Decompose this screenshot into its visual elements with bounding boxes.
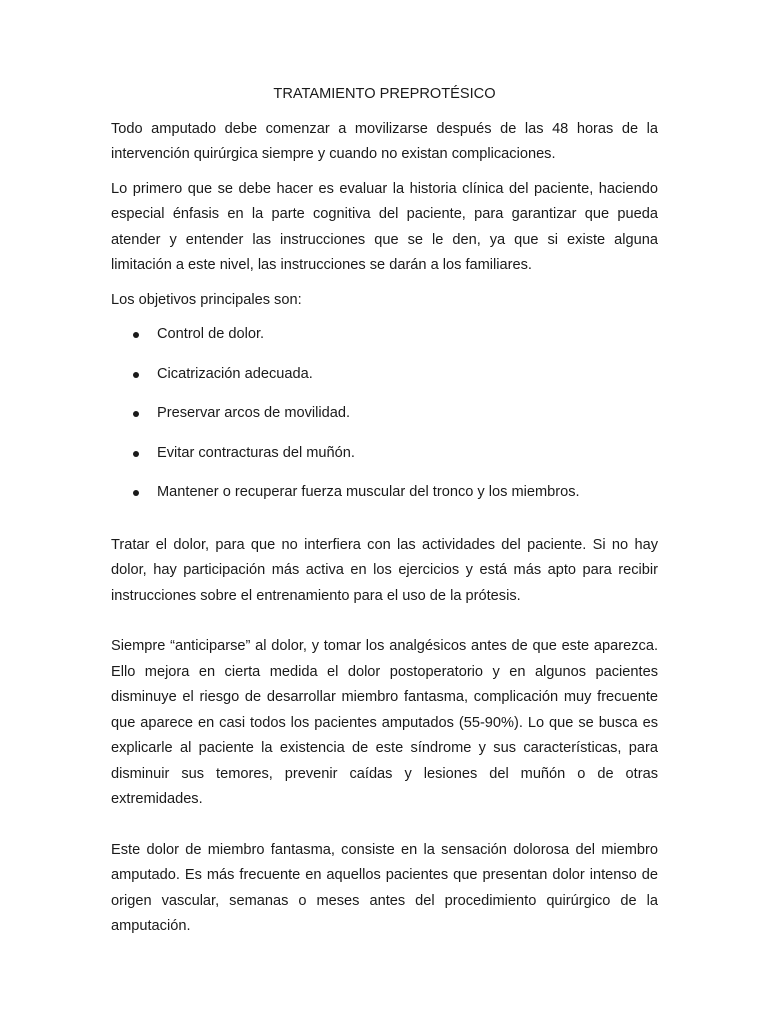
list-item-text: Cicatrización adecuada. — [157, 365, 313, 382]
paragraph-evaluation: Lo primero que se debe hacer es evaluar la historia clínica del paciente, haciendo especial énfasis en la parte cognitiva del paciente, para garantizar que pueda atender y entender las instrucciones que se le den, ya que si existe alguna limitación a este nivel, las instrucciones se darán a los familiares. — [111, 180, 658, 273]
bullet-icon — [133, 490, 139, 496]
paragraph-pain-treatment: Tratar el dolor, para que no interfiera con las actividades del paciente. Si no hay dolor, hay participación más activa en los ejercicios y está más apto para recibir instrucciones sobre el entrenamiento para el uso de la prótesis. — [111, 536, 658, 604]
paragraph-objectives-heading: Los objetivos principales son: — [111, 291, 302, 308]
objectives-list — [111, 322, 658, 506]
bullet-icon — [133, 411, 139, 417]
document-title: TRATAMIENTO PREPROTÉSICO — [273, 86, 496, 102]
bullet-icon — [133, 332, 139, 338]
paragraph-intro: Todo amputado debe comenzar a movilizarse después de las 48 horas de la intervención quirúrgica siempre y cuando no existan complicaciones. — [111, 120, 658, 162]
list-item-text: Evitar contracturas del muñón. — [157, 444, 355, 461]
list-item — [111, 480, 658, 506]
list-item-text: Control de dolor. — [157, 326, 265, 342]
list-item-text: Mantener o recuperar fuerza muscular del tronco y los miembros. — [157, 484, 580, 500]
paragraph-phantom-limb: Este dolor de miembro fantasma, consiste en la sensación dolorosa del miembro amputado. Es más frecuente en aquellos pacientes que presentan dolor intenso de origen vascular, semanas o meses antes del procedimiento quirúrgico de la amputación. — [111, 841, 658, 934]
list-item — [111, 362, 658, 388]
list-item-text: Preservar arcos de movilidad. — [157, 405, 351, 421]
document-body — [111, 82, 658, 940]
bullet-icon — [133, 372, 139, 378]
list-item — [111, 441, 658, 467]
list-item — [111, 401, 658, 427]
list-item — [111, 322, 658, 348]
bullet-icon — [133, 451, 139, 457]
paragraph-anticipate-pain: Siempre “anticiparse” al dolor, y tomar los analgésicos antes de que este aparezca. Ello mejora en cierta medida el dolor postoperatorio y en algunos pacientes disminuye el riesgo de desarrollar miembro fantasma, complicación muy frecuente que aparece en casi todos los pacientes amputados (55-90%). Lo que se busca es explicarle al paciente la existencia de este síndrome y sus características, para disminuir sus temores, prevenir caídas y lesiones del muñón o de otras extremidades. — [111, 638, 658, 807]
